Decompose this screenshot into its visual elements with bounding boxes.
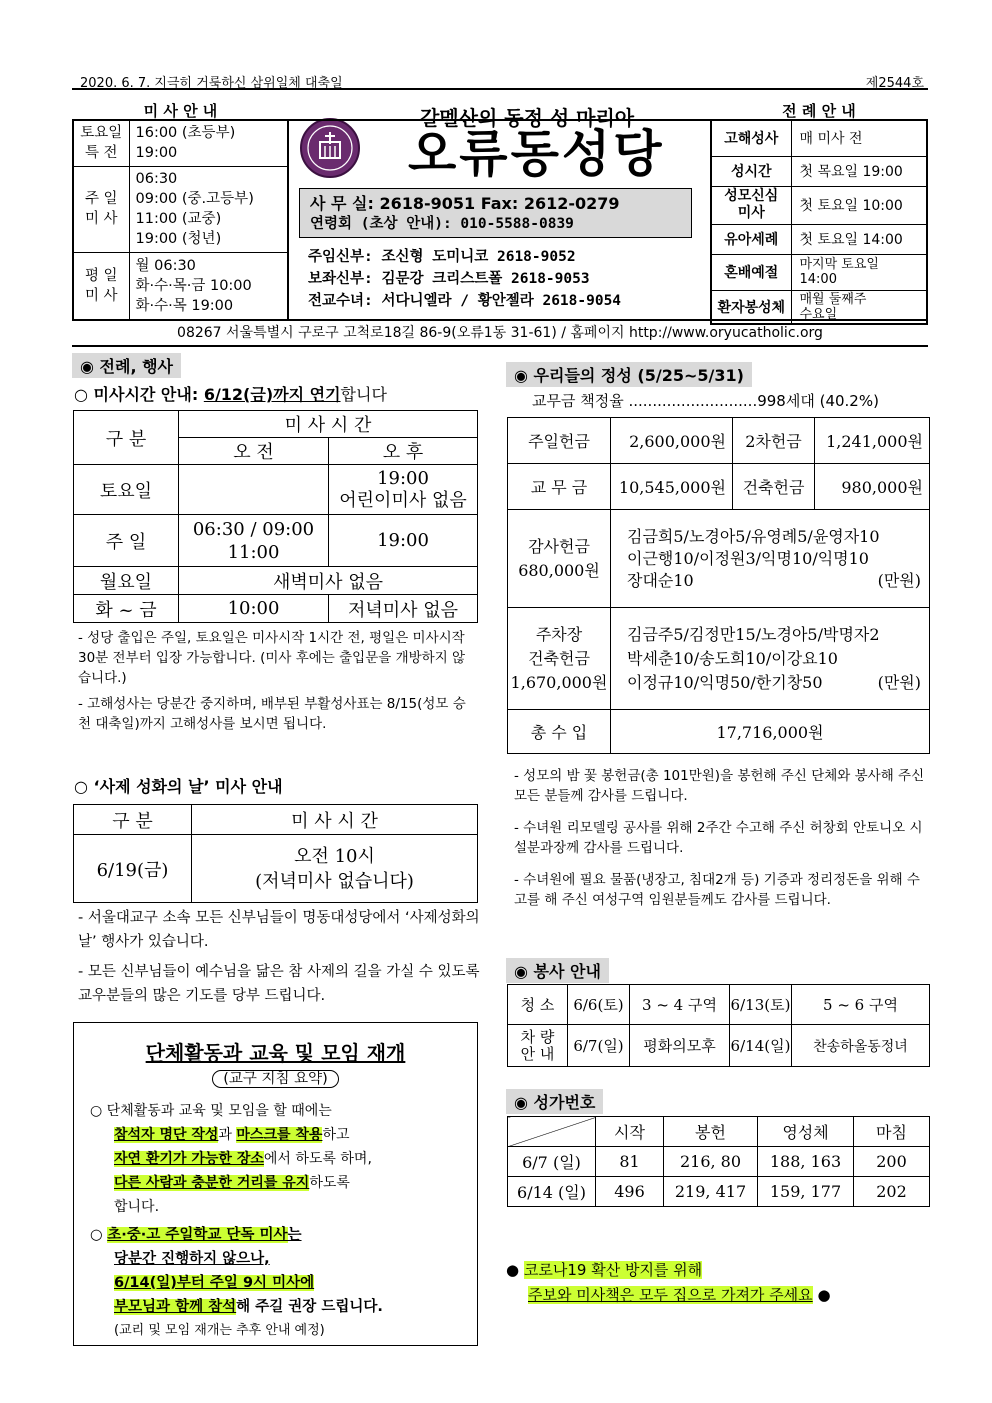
corona-notice (506, 1258, 926, 1308)
note-flower-offering: - 성모의 밤 꽃 봉헌금(총 101만원)을 봉헌해 주신 단체와 봉사해 주신 모든 분들께 감사를 드립니다. (514, 768, 925, 804)
parking-names-line: 김금주5/김정만15/노경아5/박명자2 (627, 624, 880, 644)
resume-p2-line3 (90, 1271, 475, 1295)
liturgy-value: 매 미사 전 (791, 120, 927, 156)
thanks-names-line: 김금희5/노경아5/유영례5/윤영자10 (627, 526, 880, 546)
thanks-offering-names (611, 510, 930, 608)
mass-guide-times: 16:00 (초등부) 19:00 (129, 120, 288, 166)
hl-distance: 다른 사람과 충분한 거리를 유지 (114, 1175, 310, 1191)
hymn-date: 6/7 (일) (508, 1147, 596, 1177)
second-offering-value: 1,241,000원 (815, 418, 930, 464)
church-emblem (300, 118, 360, 178)
liturgy-label: 성시간 (711, 156, 791, 186)
liturgy-value: 첫 토요일 10:00 (791, 186, 927, 224)
issue-date: 2020. 6. 7. 지극히 거룩하신 삼위일체 대축일 (80, 76, 343, 91)
liturgy-label: 성모신심 미사 (711, 186, 791, 224)
service-assignee: 5 ~ 6 구역 (792, 985, 930, 1025)
resume-title: 단체활동과 교육 및 모임 재개 (145, 1041, 406, 1065)
liturgy-value: 매월 둘째주 수요일 (791, 290, 927, 324)
mass-guide-label: 평 일 미 사 (73, 252, 129, 320)
hymn-value: 219, 417 (664, 1177, 758, 1207)
sunday-offering-label: 주일헌금 (508, 418, 611, 464)
bullet-dot-icon: ● (817, 1286, 831, 1304)
text-and-do: 하고 (322, 1127, 350, 1143)
mass-guide-label: 주 일 미 사 (73, 166, 129, 252)
offering-table (507, 417, 930, 754)
row-day: 월요일 (74, 567, 179, 595)
section-offering: ◉ 우리들의 정성 (5/25~5/31) (506, 362, 752, 387)
parking-offering-names (611, 608, 930, 710)
text-and: 과 (218, 1127, 237, 1143)
total-income-label: 총 수 입 (508, 710, 611, 754)
hymn-header: 마침 (854, 1117, 930, 1147)
priest-day-time: 오전 10시 (저녁미사 없습니다) (192, 835, 478, 903)
row-pm: 19:00 (329, 515, 478, 567)
parking-names-line: 박세춘10/송도희10/이강요10 (627, 648, 838, 668)
liturgy-value: 첫 토요일 14:00 (791, 224, 927, 254)
building-offering-label: 건축헌금 (733, 464, 815, 510)
staff-sisters: 전교수녀: 서다니엘라 / 황안젤라 2618-9054 (308, 293, 622, 309)
liturgy-guide-title: 전 례 안 내 (782, 102, 856, 120)
liturgy-label: 혼배예절 (711, 254, 791, 290)
hymn-table (507, 1116, 930, 1207)
resume-p1-line3 (90, 1171, 475, 1195)
hymn-value: 216, 80 (664, 1147, 758, 1177)
address: 08267 서울특별시 구로구 고척로18길 86-9(오류1동 31-61) / 홈페이지 http://www.oryucatholic.org (72, 322, 928, 347)
row-pm: 저녁미사 없음 (329, 595, 478, 623)
hymn-value: 188, 163 (758, 1147, 854, 1177)
row-am (179, 465, 329, 515)
hl-school-mass: 초·중·고 주일학교 단독 미사 (107, 1227, 288, 1243)
resume-p1-line2 (90, 1147, 475, 1171)
note-entry: - 성당 출입은 주일, 토요일은 미사시작 1시간 전, 평일은 미사시작 30분 전부터 입장 가능합니다. (미사 후에는 출입문을 개방하지 않습니다.) (78, 630, 466, 686)
hymn-value: 159, 177 (758, 1177, 854, 1207)
row-pm: 19:00 어린이미사 없음 (329, 465, 478, 515)
service-table (507, 984, 930, 1067)
corona-line-2 (506, 1283, 926, 1308)
hymn-date: 6/14 (일) (508, 1177, 596, 1207)
hymn-value: 496 (596, 1177, 664, 1207)
hymn-header: 영성체 (758, 1117, 854, 1147)
row-am: 06:30 / 09:00 11:00 (179, 515, 329, 567)
priest-day-title: ○ ‘사제 성화의 날’ 미사 안내 (74, 777, 283, 796)
sunday-offering-value: 2,600,000원 (611, 418, 733, 464)
resume-paragraph-2 (90, 1223, 475, 1343)
mass-guide-label: 토요일 특 전 (73, 120, 129, 166)
tithe-label: 교 무 금 (508, 464, 611, 510)
funeral-contact: 연령회 (초상 안내): 010-5588-0839 (310, 216, 574, 232)
hl-ventilation: 자연 환기가 가능한 장소 (114, 1151, 264, 1167)
total-income-value: 17,716,000원 (611, 710, 930, 754)
issue-number: 제2544호 (865, 76, 924, 91)
service-date: 6/14(일) (730, 1025, 792, 1067)
col-mass-time: 미 사 시 간 (192, 805, 478, 835)
service-date: 6/6(토) (568, 985, 630, 1025)
row-merged: 새벽미사 없음 (179, 567, 478, 595)
notice-suffix: 합니다 (340, 385, 387, 404)
hymn-header: 시작 (596, 1117, 664, 1147)
church-name: 오류동성당 (408, 125, 665, 183)
text-is: 는 (287, 1227, 302, 1243)
notice-prefix: ○ 미사시간 안내: (74, 385, 204, 404)
row-day: 토요일 (74, 465, 179, 515)
second-offering-label: 2차헌금 (733, 418, 815, 464)
staff-list (308, 246, 621, 312)
tithe-value: 10,545,000원 (611, 464, 733, 510)
notice-date: 6/12(금)까지 연기 (203, 385, 341, 404)
col-division: 구 분 (74, 411, 179, 465)
note-confession: - 고해성사는 당분간 중지하며, 배부된 부활성사표는 8/15(성모 승천 대축일)까지 고해성사를 보시면 됩니다. (78, 696, 466, 732)
thanks-offering-label: 감사헌금 680,000원 (508, 510, 611, 608)
text-recommend: 해 주길 권장 드립니다. (236, 1299, 383, 1315)
row-am: 10:00 (179, 595, 329, 623)
resume-paragraph-1 (90, 1099, 475, 1219)
tithe-rate: 교무금 책정율 ...........................998세대 (40.2%) (532, 392, 879, 410)
mass-time-notice (74, 382, 387, 405)
corona-text-2: 주보와 미사책은 모두 집으로 가져가 주세요 (528, 1286, 813, 1304)
note-prayer: - 모든 신부님들이 예수님을 닮은 참 사제의 길을 가실 수 있도록 교우분들의 많은 기도를 당부 드립니다. (78, 964, 480, 1004)
service-assignee: 3 ~ 4 구역 (630, 985, 730, 1025)
service-clean-label: 청 소 (508, 985, 568, 1025)
thanks-names-line: 이근행10/이정원3/익명10/익명10 (627, 548, 869, 568)
resume-p2-line4 (90, 1295, 475, 1319)
parking-names-line: 이정규10/익명50/한기창50 (627, 672, 823, 692)
service-car-label: 차 량 안 내 (508, 1025, 568, 1067)
text-not-held: 당분간 진행하지 않으나, (114, 1251, 270, 1267)
building-offering-value: 980,000원 (815, 464, 930, 510)
liturgy-value: 마지막 토요일 14:00 (791, 254, 927, 290)
staff-pastor: 주임신부: 조신형 도미니코 2618-9052 (308, 249, 576, 265)
resume-title-wrap (74, 1037, 477, 1066)
service-date: 6/13(토) (730, 985, 792, 1025)
mass-guide-title: 미 사 안 내 (143, 102, 218, 120)
priest-day-date: 6/19(금) (74, 835, 192, 903)
note-priest-event: - 서울대교구 소속 모든 신부님들이 명동대성당에서 ‘사제성화의 날’ 행사가 있습니다. (78, 910, 480, 950)
note-remodeling: - 수녀원 리모델링 공사를 위해 2주간 수고해 주신 허창회 안토니오 시설분과장께 감사를 드립니다. (514, 820, 923, 856)
corona-line-1 (506, 1258, 926, 1283)
note-donation: - 수녀원에 필요 물품(냉장고, 침대2개 등) 기증과 정리정돈을 위해 수고를 해 주신 여성구역 임원분들께도 감사를 드립니다. (514, 872, 920, 908)
row-day: 화 ~ 금 (74, 595, 179, 623)
col-mass-time: 미 사 시 간 (179, 411, 478, 438)
church-subtitle: 갈멜산의 동정 성 마리아 (420, 106, 635, 130)
priest-day-table (73, 804, 478, 903)
text-place: 에서 하도록 하며, (263, 1151, 372, 1167)
service-assignee: 찬송하올동정녀 (792, 1025, 930, 1067)
resume-p1-line4: 합니다. (114, 1199, 160, 1215)
mass-guide-times: 06:30 09:00 (중.고등부) 11:00 (교중) 19:00 (청년) (129, 166, 288, 252)
liturgy-label: 유아세례 (711, 224, 791, 254)
col-pm: 오 후 (329, 438, 478, 465)
hymn-value: 200 (854, 1147, 930, 1177)
thanks-names-line: 장대순10 (627, 570, 694, 590)
resume-p2-line1 (90, 1223, 475, 1247)
resume-p2-note: (교리 및 모임 재개는 추후 안내 예정) (114, 1323, 325, 1338)
hl-with-parents: 부모님과 함께 참석 (114, 1299, 237, 1315)
unit-label: (만원) (877, 672, 921, 692)
bullet-circle: ○ (90, 1227, 108, 1243)
section-hymns: ◉ 성가번호 (506, 1089, 603, 1114)
resume-subtitle: (교구 지침 요약) (212, 1070, 339, 1088)
liturgy-value: 첫 목요일 19:00 (791, 156, 927, 186)
col-am: 오 전 (179, 438, 329, 465)
staff-assistant: 보좌신부: 김문강 크리스트폴 2618-9053 (308, 271, 590, 287)
resume-p1-intro: ○ 단체활동과 교육 및 모임을 할 때에는 (90, 1103, 332, 1119)
text-keep: 하도록 (309, 1175, 350, 1191)
row-day: 주 일 (74, 515, 179, 567)
hymn-corner-cell (508, 1117, 596, 1147)
corona-text-1: 코로나19 확산 방지를 위해 (523, 1261, 703, 1279)
hymn-header: 봉헌 (664, 1117, 758, 1147)
mass-guide-table (72, 119, 289, 321)
issue-header (72, 70, 928, 90)
office-phone: 사 무 실: 2618-9051 Fax: 2612-0279 (310, 194, 620, 213)
priest-day-notes (78, 906, 488, 1008)
mass-guide-times: 월 06:30 화·수·목·금 10:00 화·수·목 19:00 (129, 252, 288, 320)
resume-box (73, 1022, 478, 1346)
entry-notes (78, 628, 476, 734)
hymn-value: 81 (596, 1147, 664, 1177)
resume-p2-line2 (90, 1247, 475, 1271)
hymn-value: 202 (854, 1177, 930, 1207)
service-assignee: 평화의모후 (630, 1025, 730, 1067)
section-liturgy-events: ◉ 전례, 행사 (72, 353, 181, 378)
liturgy-label: 환자봉성체 (711, 290, 791, 324)
mass-time-table (73, 410, 478, 623)
col-division: 구 분 (74, 805, 192, 835)
hl-from-date: 6/14(일)부터 주일 9시 미사에 (114, 1275, 315, 1291)
hl-attendee-list: 참석자 명단 작성 (114, 1127, 219, 1143)
resume-subtitle-wrap (74, 1067, 477, 1088)
unit-label: (만원) (877, 570, 921, 590)
office-box (299, 188, 692, 238)
church-emblem-icon (302, 120, 358, 176)
liturgy-label: 고해성사 (711, 120, 791, 156)
hl-mask: 마스크를 착용 (236, 1127, 323, 1143)
thanks-notes (514, 766, 926, 910)
service-date: 6/7(일) (568, 1025, 630, 1067)
section-service: ◉ 봉사 안내 (506, 958, 609, 983)
liturgy-guide-table (710, 119, 928, 325)
parking-offering-label: 주차장 건축헌금 1,670,000원 (508, 608, 611, 710)
bullet-dot-icon: ● (506, 1261, 520, 1279)
resume-p1-line1 (90, 1123, 475, 1147)
